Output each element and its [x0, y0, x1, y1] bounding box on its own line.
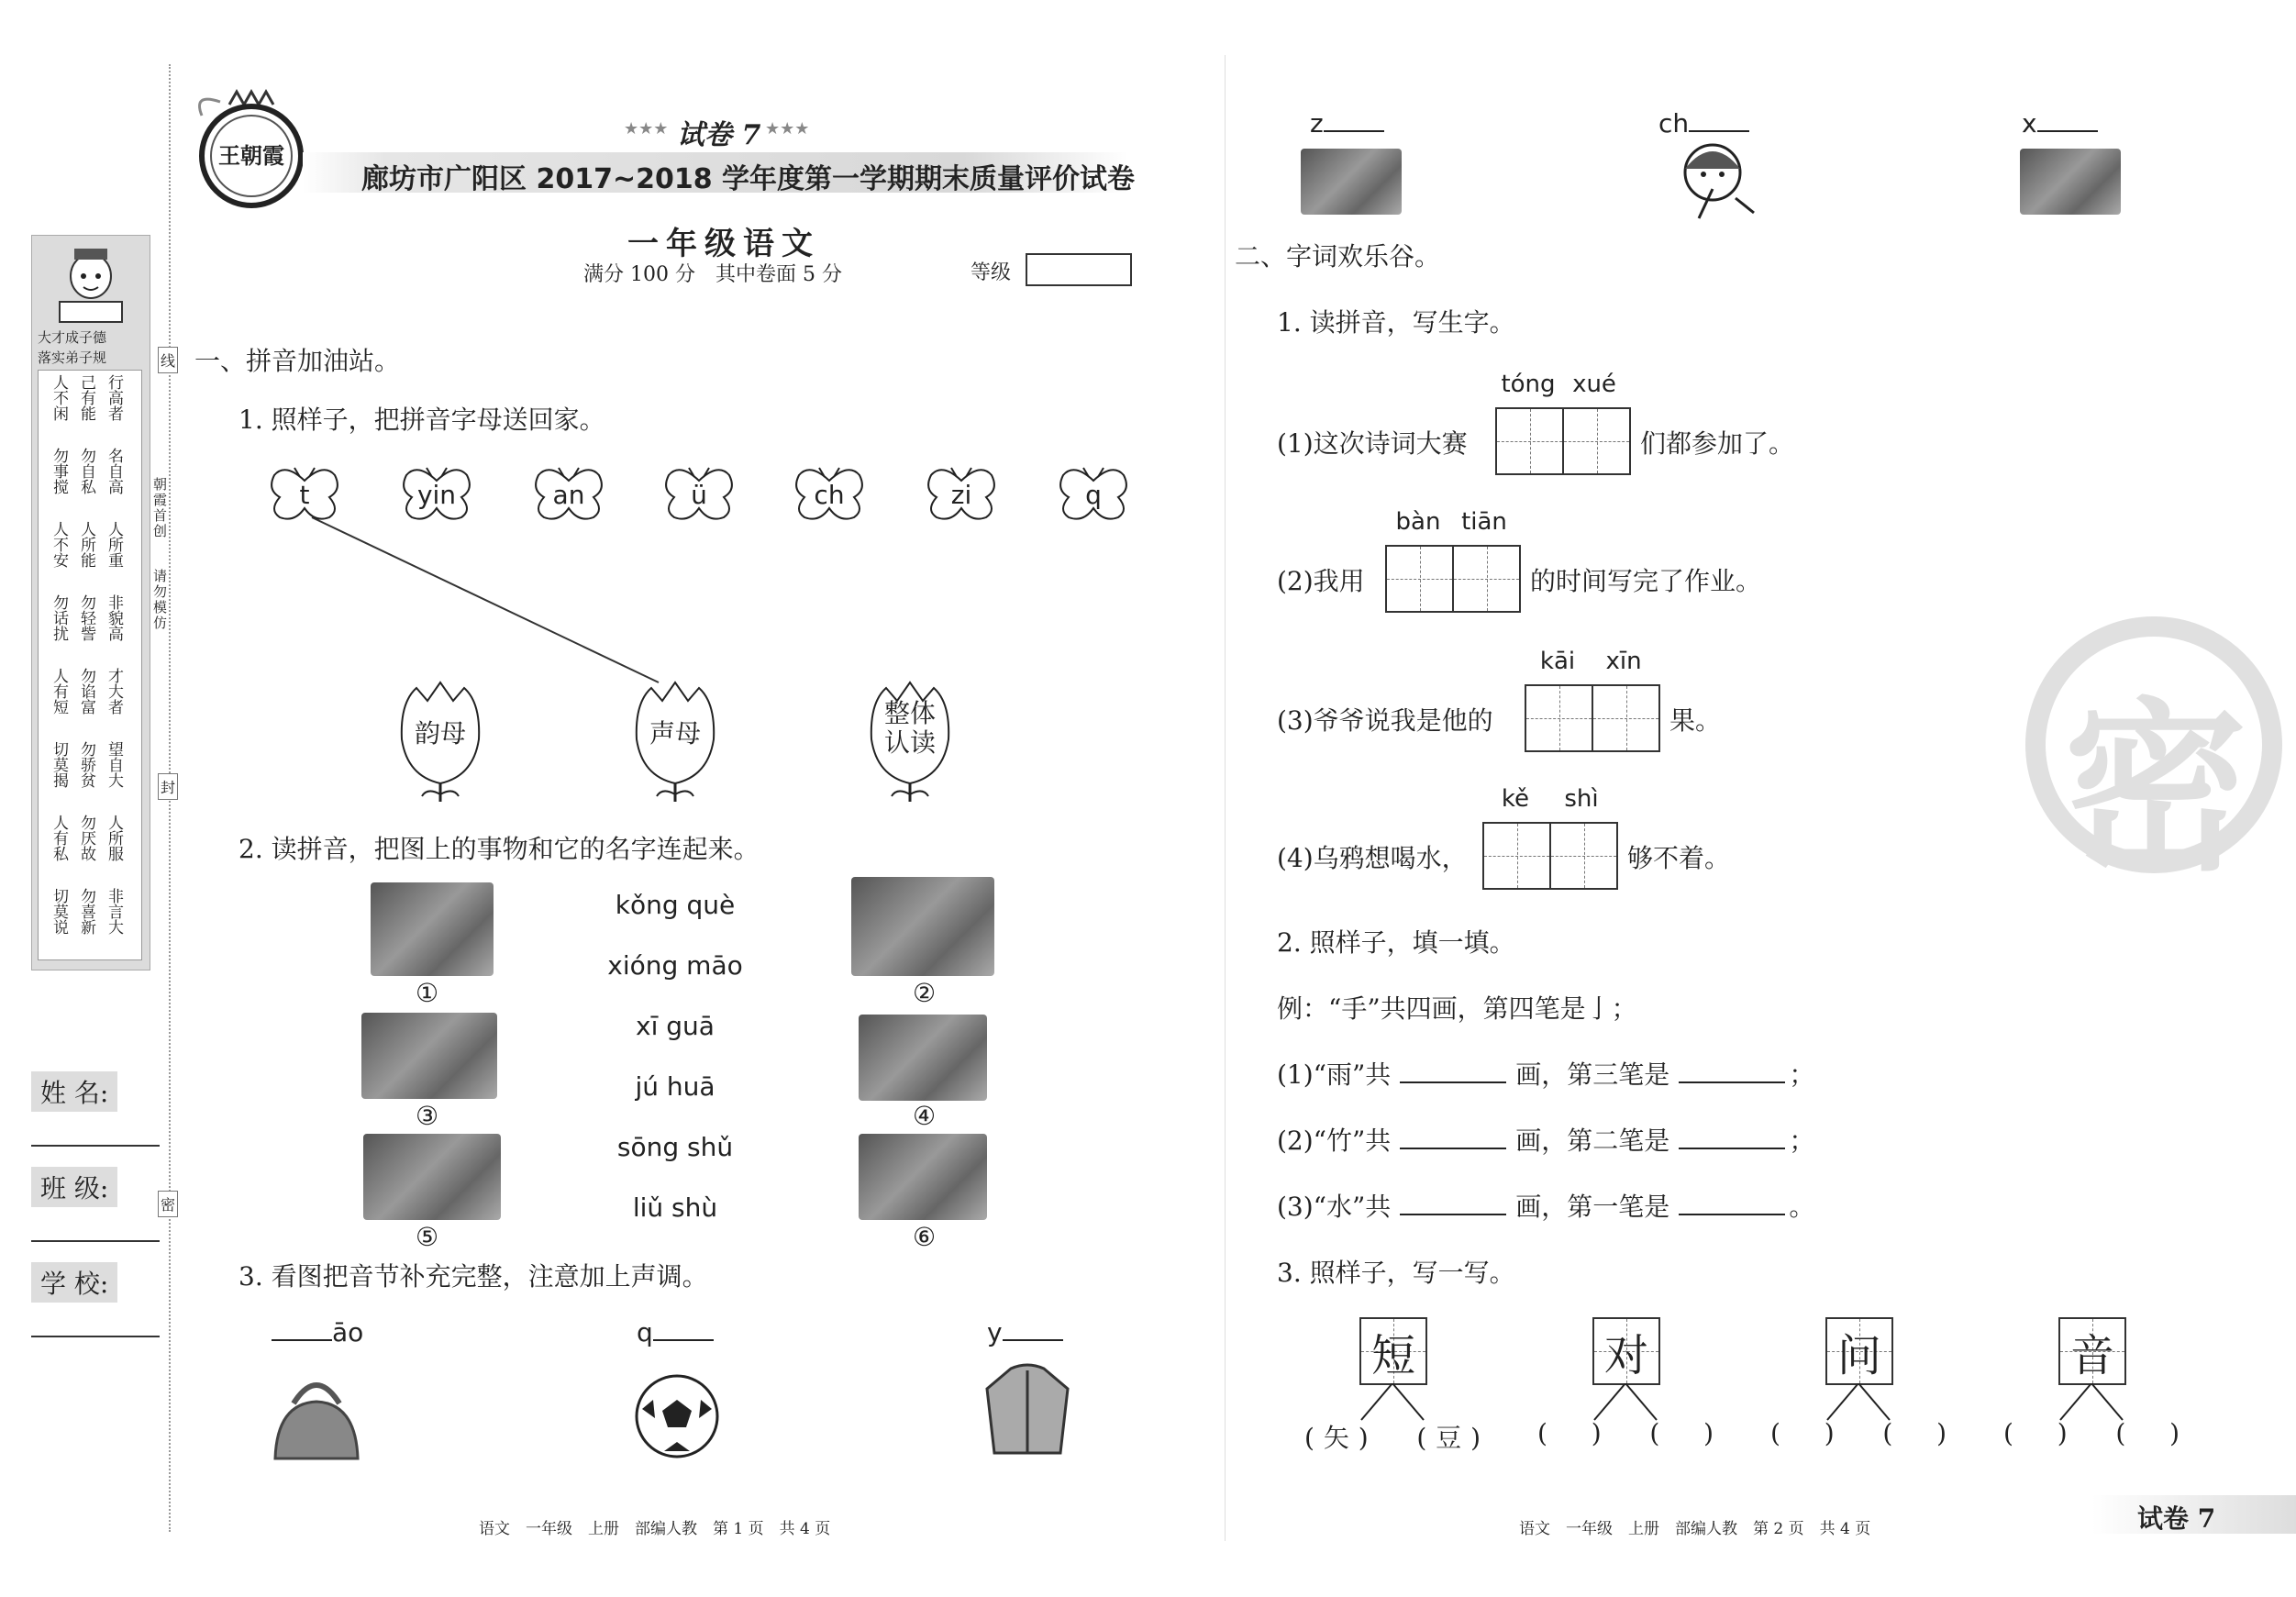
photo-number-3: ③ [416, 1101, 439, 1131]
butterfly-letter[interactable]: zi [950, 480, 972, 510]
component-right[interactable]: ( 豆 ) [1416, 1418, 1481, 1455]
r-q3-instruction: 3. 照样子，写一写。 [1277, 1258, 1515, 1288]
stroke-name-blank[interactable] [1679, 1214, 1785, 1215]
q1-pinyin: tiān [1461, 508, 1507, 536]
maxim-text: 勿喜新 [77, 888, 95, 935]
top-blank-z[interactable] [1324, 130, 1384, 132]
q1-pinyin: kāi [1539, 648, 1576, 675]
maxim-text: 非言大 [105, 888, 123, 935]
q3-blank-2[interactable] [653, 1339, 714, 1341]
maxim-text: 才大者 [105, 668, 123, 715]
stroke-fill-char: (2)“竹”共 [1277, 1126, 1392, 1156]
maxim-text: 非貌高 [105, 594, 123, 641]
pinyin-word[interactable]: liǔ shù [632, 1192, 718, 1223]
component-row[interactable] [1304, 1418, 1481, 1455]
section2-heading: 二、字词欢乐谷。 [1235, 241, 1441, 272]
q3-instruction: 3. 看图把音节补充完整，注意加上声调。 [238, 1261, 708, 1292]
watermark-char: 密 [2064, 681, 2248, 896]
component-left[interactable]: ( ) [2003, 1418, 2068, 1448]
q2-instruction: 2. 读拼音，把图上的事物和它的名字连起来。 [238, 834, 760, 864]
q1-pinyin: xué [1572, 371, 1616, 398]
stroke-count-blank[interactable] [1400, 1148, 1506, 1149]
right-footer: 语文 一年级 上册 部编人教 第 2 页 共 4 页 [1519, 1520, 1871, 1538]
q3-item-1[interactable]: āo [272, 1317, 363, 1347]
stroke-fill-mid: 画，第一笔是 [1515, 1192, 1670, 1222]
maxim-text: 人不安 [50, 521, 68, 568]
pinyin-word[interactable]: sōng shǔ [616, 1132, 734, 1162]
jacket-icon [983, 1361, 1071, 1462]
stroke-name-blank[interactable] [1679, 1081, 1785, 1083]
q1-item-prefix: (4)乌鸦想喝水， [1277, 843, 1468, 873]
char-grid-box[interactable] [1482, 822, 1618, 890]
flower-label[interactable]: 整体认读 [883, 698, 936, 758]
butterfly-letter[interactable]: t [299, 480, 310, 510]
model-char-box [1359, 1317, 1427, 1385]
singing-girl-icon [1662, 134, 1763, 226]
component-left-text: 矢 [1323, 1423, 1349, 1453]
stroke-fill-end: ； [1789, 1059, 1815, 1090]
maxim-text: 己有能 [77, 374, 95, 421]
q1-pinyin: xīn [1605, 648, 1642, 675]
pinyin-word[interactable]: xióng māo [607, 950, 743, 981]
chrysanthemum-photo[interactable] [859, 1134, 987, 1220]
q1-instruction: 1. 照样子，把拼音字母送回家。 [238, 405, 605, 435]
char-cell[interactable] [1551, 824, 1616, 888]
score-line: 满分 100 分 其中卷面 5 分 [583, 263, 842, 286]
sidebar-motto-2: 落实弟子规 [38, 349, 107, 366]
butterfly-letter[interactable]: ch [814, 480, 845, 510]
maxim-text: 勿话扰 [50, 594, 68, 641]
handbag-icon [266, 1367, 367, 1468]
photo-number-1: ① [416, 978, 439, 1008]
photo-number-4: ④ [913, 1101, 937, 1131]
stroke-count-blank[interactable] [1400, 1081, 1506, 1083]
sidebar-motto-1: 大才成子德 [38, 329, 107, 346]
q1-item-suffix: 果。 [1669, 705, 1722, 736]
q1-pinyin: bàn [1395, 508, 1441, 536]
model-char: 问 [1836, 1329, 1881, 1381]
maxim-text: 人不闲 [50, 374, 68, 421]
r-q2-example: 例：“手”共四画，第四笔是亅； [1277, 993, 1637, 1024]
peacock-photo[interactable] [361, 1013, 497, 1099]
class-field-label: 班 级: [31, 1167, 117, 1207]
char-cell[interactable] [1387, 547, 1454, 611]
vertical-note-1: 朝霞首创 [151, 477, 168, 539]
model-char: 音 [2069, 1329, 2114, 1381]
char-cell[interactable] [1564, 409, 1629, 473]
stroke-fill-row [1277, 1187, 1814, 1224]
q1-item-prefix: (3)爷爷说我是他的 [1277, 705, 1493, 736]
pinyin-word[interactable]: jú huā [635, 1071, 715, 1102]
component-right[interactable]: ( ) [2115, 1418, 2180, 1448]
squirrel-photo[interactable] [859, 1015, 987, 1101]
photo-number-2: ② [913, 978, 937, 1008]
top-blank-x[interactable] [2037, 130, 2098, 132]
school-field-label: 学 校: [31, 1262, 117, 1303]
char-cell[interactable] [1593, 686, 1658, 750]
maxim-text: 勿轻訾 [77, 594, 95, 641]
maxim-text: 行高者 [105, 374, 123, 421]
stroke-count-blank[interactable] [1400, 1214, 1506, 1215]
component-row[interactable] [2003, 1418, 2180, 1448]
corner-badge: 试卷 7 [2137, 1503, 2216, 1534]
maxim-text: 名自高 [105, 448, 123, 494]
q1-pinyin: kě [1501, 785, 1530, 813]
flower-label[interactable]: 声母 [649, 718, 701, 749]
running-child-photo [1301, 149, 1402, 215]
r-q2-instruction: 2. 照样子，填一填。 [1277, 927, 1515, 958]
q1-item-suffix: 够不着。 [1627, 843, 1731, 873]
stroke-fill-row [1277, 1055, 1814, 1092]
q1-item-suffix: 们都参加了。 [1640, 428, 1795, 459]
left-footer: 语文 一年级 上册 部编人教 第 1 页 共 4 页 [479, 1520, 831, 1538]
pinyin-word[interactable]: kǒng què [615, 890, 736, 920]
char-cell[interactable] [1454, 547, 1519, 611]
char-cell[interactable] [1526, 686, 1593, 750]
maxim-text: 人有短 [50, 668, 68, 715]
name-field-label: 姓 名: [31, 1071, 117, 1112]
component-row[interactable] [1537, 1418, 1714, 1448]
willow-photo[interactable] [363, 1134, 501, 1220]
char-cell[interactable] [1484, 824, 1551, 888]
q1-pinyin: shì [1564, 785, 1599, 813]
maxim-text: 勿厌故 [77, 815, 95, 861]
component-left[interactable]: ( ) [1770, 1418, 1835, 1448]
model-char: 对 [1603, 1329, 1648, 1381]
stroke-fill-mid: 画，第三笔是 [1515, 1059, 1670, 1090]
seal-mark-mi: 密 [158, 1191, 178, 1217]
vertical-note-2: 请勿模仿 [151, 569, 168, 631]
soccer-ball-icon [633, 1372, 721, 1460]
seal-mark-xian: 线 [158, 347, 178, 373]
butterfly-letter[interactable]: yin [416, 480, 457, 510]
q1-item-prefix: (2)我用 [1277, 566, 1365, 596]
maxim-text: 切莫揭 [50, 741, 68, 788]
q3-blank-3[interactable] [1003, 1339, 1063, 1341]
panda-photo[interactable] [851, 877, 994, 976]
q1-item-suffix: 的时间写完了作业。 [1530, 566, 1762, 596]
melon-photo[interactable] [371, 882, 494, 976]
maxim-text: 人所能 [77, 521, 95, 568]
butterfly-letter[interactable]: q [1085, 480, 1102, 510]
q1-pinyin: tóng [1501, 371, 1556, 398]
grade-label: 等级 [971, 261, 1012, 284]
maxim-text: 勿骄贫 [77, 741, 95, 788]
model-char-box [1825, 1317, 1893, 1385]
seal-mark-feng: 封 [158, 773, 178, 800]
maxim-text: 人有私 [50, 815, 68, 861]
top-item-ch[interactable]: ch [1658, 108, 1749, 139]
component-right-text: 豆 [1436, 1423, 1462, 1453]
top-item-x[interactable]: x [2022, 108, 2098, 139]
model-char: 短 [1370, 1329, 1415, 1381]
butterfly-letter[interactable]: ü [691, 480, 707, 510]
maxim-text: 人所服 [105, 815, 123, 861]
component-left[interactable]: ( 矢 ) [1304, 1418, 1369, 1455]
butterfly-letter[interactable]: an [552, 480, 585, 510]
section1-heading: 一、拼音加油站。 [194, 346, 401, 376]
r-q1-instruction: 1. 读拼音，写生字。 [1277, 307, 1515, 338]
char-grid-box[interactable] [1495, 407, 1631, 475]
logo-text: 王朝霞 [218, 142, 284, 169]
writing-child-photo [2020, 149, 2121, 215]
component-right[interactable]: ( ) [1649, 1418, 1714, 1448]
component-left[interactable]: ( ) [1537, 1418, 1602, 1448]
top-blank-ch[interactable] [1689, 130, 1749, 132]
photo-number-6: ⑥ [913, 1222, 937, 1252]
char-grid-box[interactable] [1525, 684, 1660, 752]
top-item-z[interactable]: z [1310, 108, 1384, 139]
exam-title: 廊坊市广阳区 2017~2018 学年度第一学期期末质量评价试卷 [361, 163, 1136, 195]
pinyin-word[interactable]: xī guā [636, 1011, 715, 1041]
exam-badge: 试卷 7 [677, 119, 761, 151]
stroke-fill-end: ； [1789, 1126, 1815, 1156]
char-cell[interactable] [1497, 409, 1564, 473]
photo-number-5: ⑤ [416, 1222, 439, 1252]
stroke-name-blank[interactable] [1679, 1148, 1785, 1149]
maxim-text: 勿自私 [77, 448, 95, 494]
component-right[interactable]: ( ) [1882, 1418, 1947, 1448]
model-char-box [1592, 1317, 1660, 1385]
maxim-text: 望自大 [105, 741, 123, 788]
maxim-text: 切莫说 [50, 888, 68, 935]
q3-blank-1[interactable] [272, 1339, 332, 1341]
stroke-fill-mid: 画，第二笔是 [1515, 1126, 1670, 1156]
stroke-fill-end: 。 [1789, 1192, 1815, 1222]
maxim-text: 勿事搅 [50, 448, 68, 494]
q3-item-3[interactable]: y [987, 1317, 1063, 1347]
stroke-fill-char: (3)“水”共 [1277, 1192, 1392, 1222]
char-grid-box[interactable] [1385, 545, 1521, 613]
stroke-fill-char: (1)“雨”共 [1277, 1059, 1392, 1090]
maxim-text: 人所重 [105, 521, 123, 568]
model-char-box [2058, 1317, 2126, 1385]
maxim-text: 勿谄富 [77, 668, 95, 715]
q1-item-prefix: (1)这次诗词大赛 [1277, 428, 1468, 459]
component-row[interactable] [1770, 1418, 1947, 1448]
header-stars-right: ★★★ [765, 119, 810, 139]
q3-item-2[interactable]: q [637, 1317, 714, 1347]
header-stars-left: ★★★ [624, 119, 669, 139]
stroke-fill-row [1277, 1121, 1814, 1158]
subject-title: 一年级语文 [627, 226, 820, 262]
flower-label[interactable]: 韵母 [414, 718, 466, 749]
